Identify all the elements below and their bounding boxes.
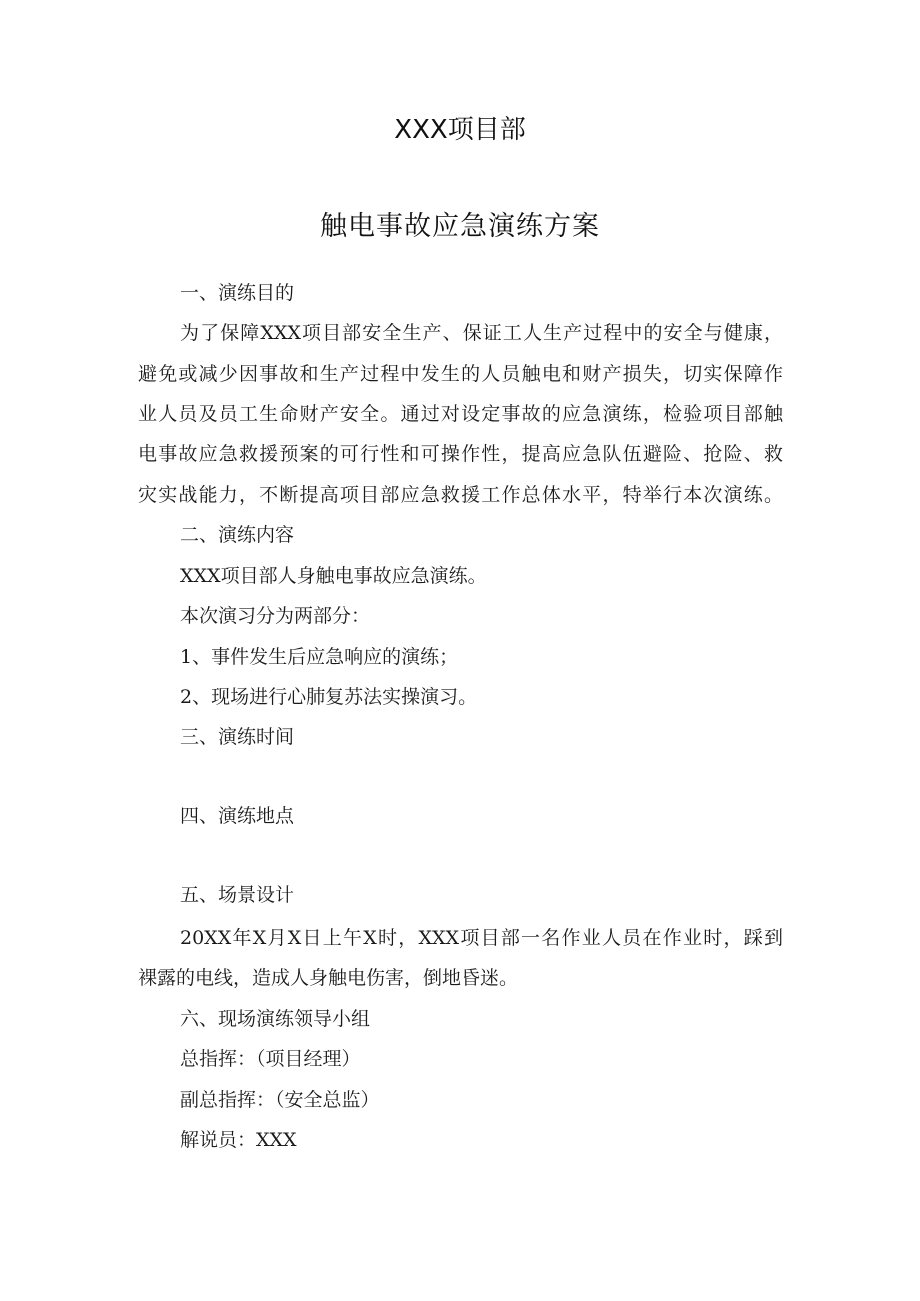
section-heading-purpose: 一、演练目的	[180, 282, 295, 304]
role-deputy-commander: 副总指挥：（安全总监）	[180, 1089, 380, 1111]
section-heading-content: 二、演练内容	[180, 524, 295, 546]
document-header: XXX项目部	[394, 115, 526, 145]
section-heading-scenario: 五、场景设计	[180, 884, 295, 906]
paragraph-line: 本次演习分为两部分：	[180, 605, 371, 627]
paragraph-line: 电事故应急救援预案的可行性和可操作性，提高应急队伍避险、抢险、救	[138, 443, 783, 465]
section-heading-time: 三、演练时间	[180, 726, 295, 748]
paragraph-line: XXX项目部人身触电事故应急演练。	[180, 565, 487, 587]
paragraph-line: 灾实战能力，不断提高项目部应急救援工作总体水平，特举行本次演练。	[138, 484, 783, 506]
document-title: 触电事故应急演练方案	[320, 211, 600, 242]
section-heading-leadership: 六、现场演练领导小组	[180, 1008, 371, 1030]
role-commander: 总指挥：（项目经理）	[180, 1048, 361, 1070]
list-item: 2、现场进行心肺复苏法实操演习。	[180, 686, 478, 708]
paragraph-line: 业人员及员工生命财产安全。通过对设定事故的应急演练，检验项目部触	[138, 403, 783, 425]
paragraph-line: 为了保障XXX项目部安全生产、保证工人生产过程中的安全与健康，	[180, 322, 783, 344]
paragraph-line: 避免或减少因事故和生产过程中发生的人员触电和财产损失，切实保障作	[138, 363, 783, 385]
list-item: 1、事件发生后应急响应的演练；	[180, 646, 459, 668]
section-heading-location: 四、演练地点	[180, 805, 295, 827]
paragraph-line: 20XX年X月X日上午X时，XXX项目部一名作业人员在作业时，踩到	[180, 927, 783, 949]
paragraph-line: 裸露的电线，造成人身触电伤害，倒地昏迷。	[138, 967, 519, 989]
role-narrator: 解说员：XXX	[180, 1129, 297, 1151]
